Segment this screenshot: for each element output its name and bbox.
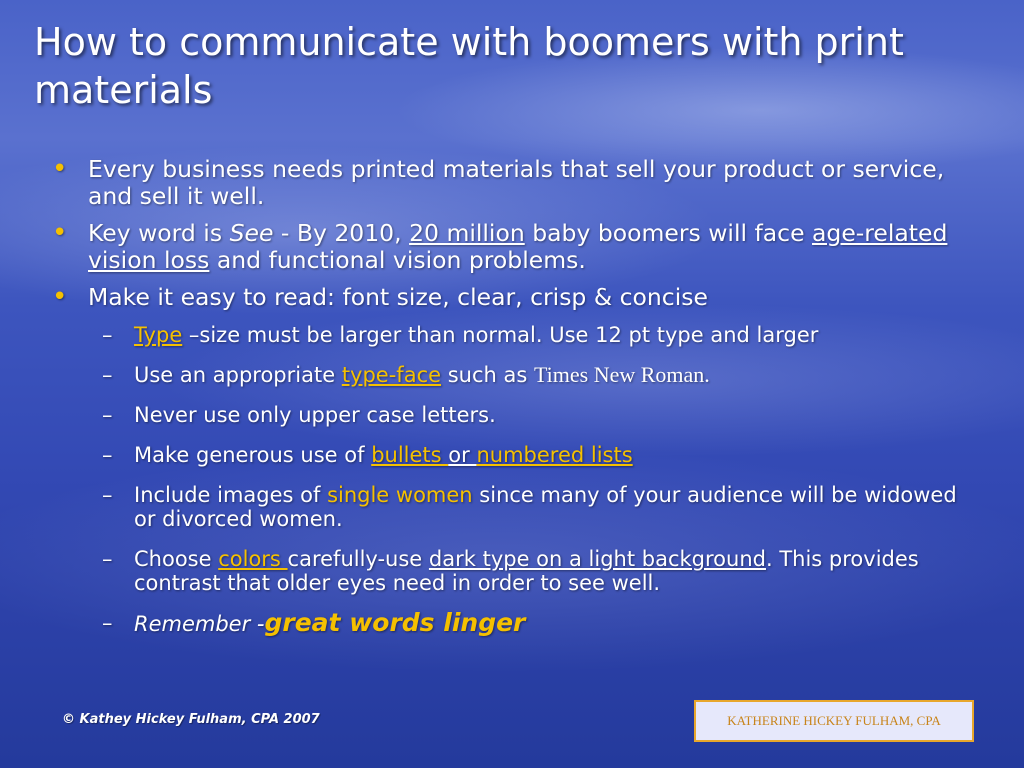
link-dark-type[interactable]: dark type on a light background [428, 547, 766, 571]
slide-content [48, 156, 968, 652]
sub-bullet-text: Include images of [134, 483, 328, 507]
bullet-item [48, 284, 968, 311]
dash-icon: – [102, 483, 113, 507]
bullet-item [48, 220, 968, 274]
dash-icon: – [102, 403, 113, 427]
dash-icon: – [102, 611, 113, 635]
bullet-text: Make it easy to read: font size, clear, crisp & concise [88, 283, 708, 311]
sub-bullet-text: since many of your audience will be widowed or divorced women. [134, 483, 957, 531]
sub-bullet-text: Choose [134, 547, 219, 571]
bullet-dot-icon: • [52, 154, 68, 184]
link-bullets[interactable]: bullets [371, 443, 449, 467]
dash-icon: – [102, 363, 113, 387]
remember-text: Remember - [134, 612, 265, 636]
dash-icon: – [102, 323, 113, 347]
keyword-see: See [229, 219, 274, 247]
sub-bullet-text: Use an appropriate [134, 363, 342, 387]
sub-bullet-item [48, 483, 968, 531]
bullet-dot-icon: • [52, 282, 68, 312]
bullet-text: baby boomers will face [524, 219, 813, 247]
sub-bullet-item [48, 443, 968, 467]
bullet-dot-icon: • [52, 218, 68, 248]
great-words-linger: great words linger [264, 608, 526, 637]
dash-icon: – [102, 443, 113, 467]
highlight-single-women: single women [327, 483, 473, 507]
font-example: Times New Roman. [533, 362, 710, 387]
sub-bullet-item [48, 608, 968, 637]
sub-bullet-item [48, 403, 968, 427]
dash-icon: – [102, 547, 113, 571]
link-colors[interactable]: colors [218, 547, 288, 571]
sub-bullet-text: . This provides contrast that older eyes need in order to see well. [134, 547, 919, 595]
bullet-text: - By 2010, [273, 219, 410, 247]
bullet-text: Key word is [88, 219, 230, 247]
sub-bullet-text: such as [441, 363, 534, 387]
sub-bullet-text: carefully-use [287, 547, 429, 571]
link-age-related-vision-loss[interactable]: age-related vision loss [88, 219, 948, 274]
sub-bullet-text: Never use only upper case letters. [134, 403, 496, 427]
bullet-text: and functional vision problems. [209, 246, 586, 274]
link-20-million[interactable]: 20 million [409, 219, 525, 247]
sub-bullet-item [48, 323, 968, 347]
sub-bullet-item [48, 363, 968, 387]
bullet-item [48, 156, 968, 210]
sub-bullet-text: –size must be larger than normal. Use 12 pt type and larger [182, 323, 819, 347]
sub-bullet-text: or [448, 443, 477, 467]
footer-copyright: © Kathey Hickey Fulham, CPA 2007 [62, 712, 320, 727]
sub-bullet-item [48, 547, 968, 595]
sub-bullet-text: Make generous use of [134, 443, 372, 467]
footer-name-box [694, 700, 974, 742]
link-numbered-lists[interactable]: numbered lists [476, 443, 633, 467]
link-type[interactable]: Type [134, 323, 183, 347]
footer-name: KATHERINE HICKEY FULHAM, CPA [727, 713, 941, 728]
link-type-face[interactable]: type-face [341, 363, 442, 387]
bullet-text: Every business needs printed materials that sell your product or service, and sell it well. [88, 155, 945, 210]
slide-title: How to communicate with boomers with print materials [34, 20, 904, 112]
